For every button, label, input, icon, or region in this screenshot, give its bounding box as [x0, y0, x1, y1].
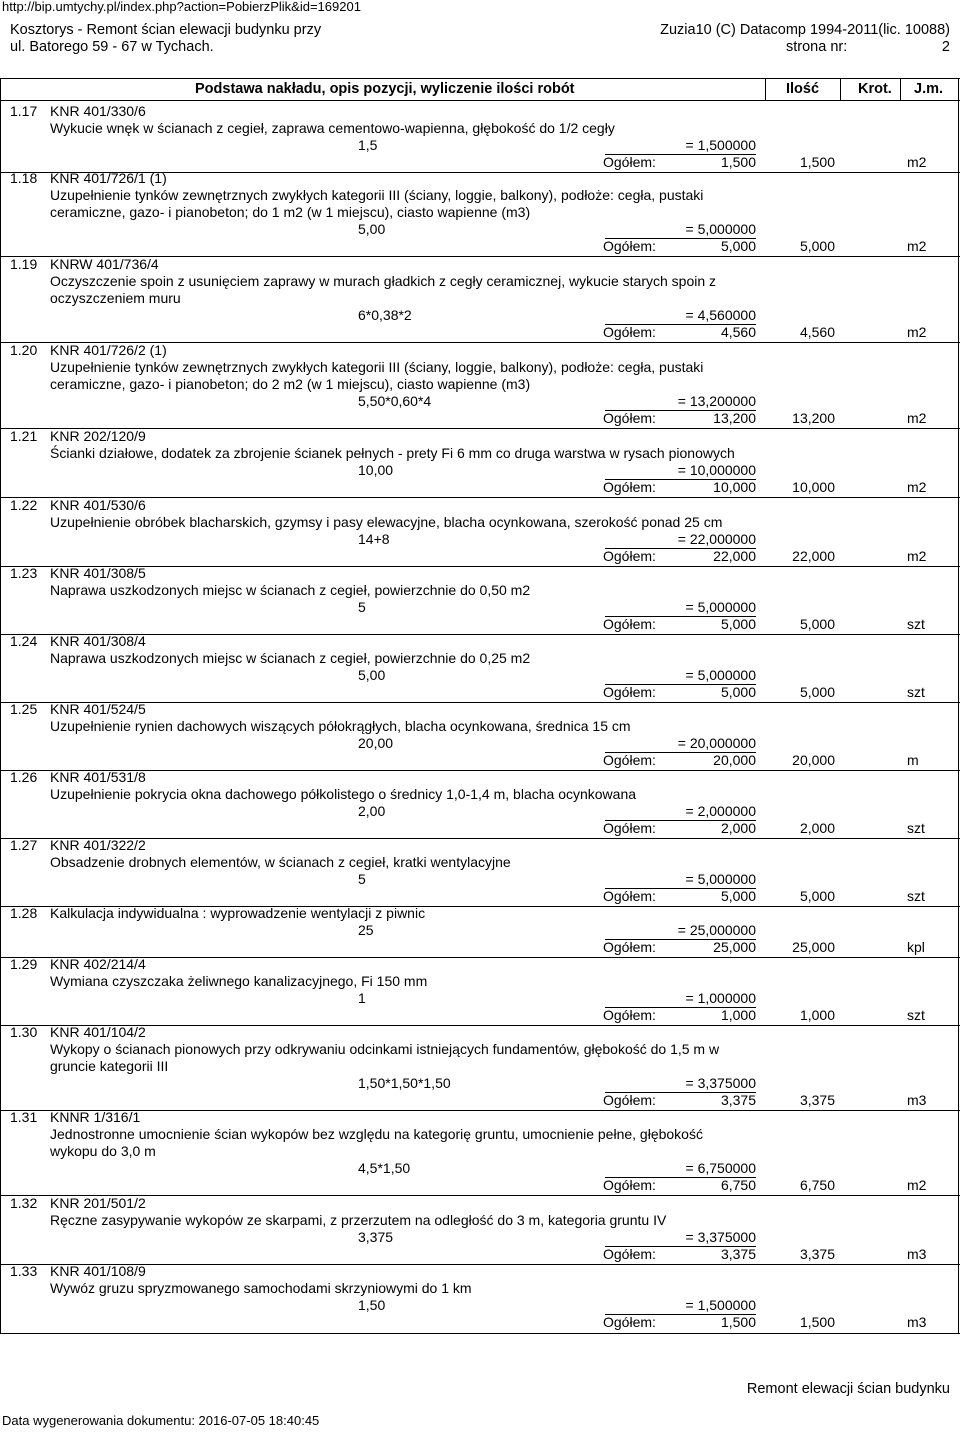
item-quantity: 6,750: [799, 1177, 835, 1193]
total-label: Ogółem:: [603, 238, 656, 254]
item-total: 3,375: [720, 1092, 756, 1108]
item-basis: KNR 201/501/2: [50, 1195, 146, 1211]
item-quantity: 3,375: [799, 1246, 835, 1262]
total-label: Ogółem:: [603, 410, 656, 426]
item-basis: KNR 401/524/5: [50, 701, 146, 717]
software-info: Zuzia10 (C) Datacomp 1994-2011(lic. 10088): [660, 22, 950, 38]
footer-title: Remont elewacji ścian budynku: [746, 1381, 950, 1397]
column-divider: [900, 78, 901, 101]
item-total: 25,000: [713, 939, 756, 955]
item-number: 1.21: [10, 428, 38, 444]
item-quantity: 25,000: [792, 939, 835, 955]
item-total: 1,500: [720, 1314, 756, 1330]
total-label: Ogółem:: [603, 939, 656, 955]
item-expression: 5: [358, 871, 366, 887]
total-label: Ogółem:: [603, 548, 656, 564]
item-quantity: 20,000: [792, 752, 835, 768]
total-label: Ogółem:: [603, 1007, 656, 1023]
item-basis: KNR 401/726/2 (1): [50, 342, 167, 358]
item-quantity: 5,000: [799, 616, 835, 632]
document-title: Kosztorys - Remont ścian elewacji budynku przy: [10, 22, 322, 38]
item-unit: m3: [907, 1092, 927, 1108]
item-basis: KNR 401/726/1 (1): [50, 170, 167, 186]
item-expression: 4,5*1,50: [358, 1160, 411, 1176]
header-description: Podstawa nakładu, opis pozycji, wyliczenie ilości robót: [195, 81, 575, 97]
total-label: Ogółem:: [603, 1177, 656, 1193]
item-number: 1.18: [10, 170, 38, 186]
item-total: 5,000: [720, 238, 756, 254]
table-top-border: [0, 78, 960, 79]
item-unit: m: [907, 752, 919, 768]
item-description: Ręczne zasypywanie wykopów ze skarpami, z przerzutem na odległość do 3 m, kategoria gruntu IV: [50, 1212, 667, 1228]
item-total: 10,000: [713, 479, 756, 495]
item-total: 1,500: [720, 154, 756, 170]
item-unit: m3: [907, 1314, 927, 1330]
item-result: = 4,560000: [685, 307, 756, 323]
item-number: 1.19: [10, 256, 38, 272]
total-label: Ogółem:: [603, 1314, 656, 1330]
item-basis: KNRW 401/736/4: [50, 256, 159, 272]
item-expression: 25: [358, 922, 374, 938]
item-total: 13,200: [713, 410, 756, 426]
item-quantity: 1,000: [799, 1007, 835, 1023]
header-quantity: Ilość: [786, 81, 820, 97]
table-right-border: [958, 78, 959, 1334]
item-unit: m2: [907, 548, 927, 564]
total-label: Ogółem:: [603, 616, 656, 632]
item-unit: szt: [907, 684, 925, 700]
item-number: 1.25: [10, 701, 38, 717]
total-label: Ogółem:: [603, 888, 656, 904]
item-number: 1.32: [10, 1195, 38, 1211]
header-unit: J.m.: [914, 81, 944, 97]
total-label: Ogółem:: [603, 324, 656, 340]
item-quantity: 5,000: [799, 888, 835, 904]
item-quantity: 4,560: [799, 324, 835, 340]
item-expression: 1: [358, 990, 366, 1006]
item-description: Uzupełnienie obróbek blacharskich, gzymsy i pasy elewacyjne, blacha ocynkowana, szerokość ponad 25 cm: [50, 514, 723, 530]
item-description: Wykucie wnęk w ścianach z cegieł, zaprawa cementowo-wapienna, głębokość do 1/2 cegły: [50, 120, 615, 136]
item-basis: KNR 401/308/5: [50, 565, 146, 581]
item-description: Uzupełnienie tynków zewnętrznych zwykłych kategorii III (ściany, loggie, balkony), podłoże: cegła, pustaki ceramiczne, gazo- i pianobeton; do 2 m2 (w 1 miejscu), ciasto wapienne (m3): [50, 359, 704, 392]
item-expression: 1,5: [358, 137, 378, 153]
item-description: Uzupełnienie rynien dachowych wiszących półokrągłych, blacha ocynkowana, średnica 15 cm: [50, 718, 631, 734]
item-result: = 3,375000: [685, 1075, 756, 1091]
item-expression: 1,50: [358, 1297, 386, 1313]
item-basis: KNR 401/530/6: [50, 497, 146, 513]
table-left-border: [0, 78, 1, 1334]
total-label: Ogółem:: [603, 479, 656, 495]
total-label: Ogółem:: [603, 1246, 656, 1262]
item-number: 1.30: [10, 1024, 38, 1040]
item-expression: 2,00: [358, 803, 386, 819]
column-divider: [840, 78, 841, 101]
item-result: = 1,000000: [685, 990, 756, 1006]
item-number: 1.26: [10, 769, 38, 785]
item-quantity: 10,000: [792, 479, 835, 495]
item-expression: 1,50*1,50*1,50: [358, 1075, 451, 1091]
item-description: Uzupełnienie tynków zewnętrznych zwykłych kategorii III (ściany, loggie, balkony), podłoże: cegła, pustaki ceramiczne, gazo- i pianobeton; do 1 m2 (w 1 miejscu), ciasto wapienne (m3): [50, 187, 704, 220]
browser-url: http://bip.umtychy.pl/index.php?action=PobierzPlik&id=169201: [2, 0, 361, 14]
item-expression: 5,00: [358, 221, 386, 237]
total-label: Ogółem:: [603, 752, 656, 768]
item-total: 5,000: [720, 616, 756, 632]
item-expression: 5,50*0,60*4: [358, 393, 432, 409]
item-quantity: 5,000: [799, 238, 835, 254]
item-result: = 10,000000: [677, 462, 756, 478]
item-expression: 5: [358, 599, 366, 615]
item-quantity: 13,200: [792, 410, 835, 426]
item-result: = 5,000000: [685, 221, 756, 237]
item-result: = 22,000000: [677, 531, 756, 547]
item-total: 20,000: [713, 752, 756, 768]
item-result: = 1,500000: [685, 1297, 756, 1313]
item-result: = 5,000000: [685, 667, 756, 683]
item-expression: 10,00: [358, 462, 394, 478]
item-total: 3,375: [720, 1246, 756, 1262]
item-result: = 3,375000: [685, 1229, 756, 1245]
item-unit: m2: [907, 238, 927, 254]
item-unit: m2: [907, 154, 927, 170]
total-label: Ogółem:: [603, 684, 656, 700]
item-description: Ścianki działowe, dodatek za zbrojenie ścianek pełnych - prety Fi 6 mm co druga warstwa w rysach pionowych: [50, 445, 735, 461]
item-basis: KNR 401/308/4: [50, 633, 146, 649]
item-result: = 5,000000: [685, 599, 756, 615]
item-unit: m2: [907, 324, 927, 340]
item-description: Oczyszczenie spoin z usunięciem zaprawy w murach gładkich z cegły ceramicznej, wykucie starych spoin z oczyszczeniem muru: [50, 273, 717, 306]
item-result: = 13,200000: [677, 393, 756, 409]
item-expression: 14+8: [358, 531, 390, 547]
item-result: = 1,500000: [685, 137, 756, 153]
item-total: 1,000: [720, 1007, 756, 1023]
item-number: 1.27: [10, 837, 38, 853]
item-basis: KNR 202/120/9: [50, 428, 146, 444]
item-basis: KNR 402/214/4: [50, 956, 146, 972]
item-description: Wykopy o ścianach pionowych przy odkrywaniu odcinkami istniejących fundamentów, głębokość do 1,5 m w gruncie kategorii III: [50, 1041, 720, 1074]
item-unit: m2: [907, 1177, 927, 1193]
item-unit: szt: [907, 820, 925, 836]
item-number: 1.24: [10, 633, 38, 649]
item-result: = 20,000000: [677, 735, 756, 751]
item-description: Kalkulacja indywidualna : wyprowadzenie wentylacji z piwnic: [50, 905, 426, 921]
page-label: strona nr:: [786, 39, 848, 55]
item-total: 6,750: [720, 1177, 756, 1193]
item-description: Jednostronne umocnienie ścian wykopów bez względu na kategorię gruntu, umocnienie pełne, głębokość wykopu do 3,0 m: [50, 1126, 703, 1159]
item-unit: kpl: [907, 939, 925, 955]
item-number: 1.31: [10, 1109, 38, 1125]
item-result: = 25,000000: [677, 922, 756, 938]
item-basis: KNNR 1/316/1: [50, 1109, 141, 1125]
page-number: 2: [941, 39, 950, 55]
item-total: 4,560: [720, 324, 756, 340]
item-basis: KNR 401/531/8: [50, 769, 146, 785]
item-quantity: 1,500: [799, 154, 835, 170]
item-description: Obsadzenie drobnych elementów, w ścianach z cegieł, kratki wentylacyjne: [50, 854, 511, 870]
item-result: = 5,000000: [685, 871, 756, 887]
item-quantity: 2,000: [799, 820, 835, 836]
item-number: 1.20: [10, 342, 38, 358]
item-basis: KNR 401/322/2: [50, 837, 146, 853]
item-basis: KNR 401/108/9: [50, 1263, 146, 1279]
generation-date: Data wygenerowania dokumentu: 2016-07-05 18:40:45: [2, 1413, 320, 1428]
column-divider: [765, 78, 766, 101]
table-header: [0, 79, 960, 101]
item-basis: KNR 401/330/6: [50, 103, 146, 119]
item-expression: 3,375: [358, 1229, 394, 1245]
item-total: 5,000: [720, 888, 756, 904]
table-bottom-border: [0, 1333, 960, 1334]
item-number: 1.22: [10, 497, 38, 513]
item-number: 1.28: [10, 905, 38, 921]
item-unit: szt: [907, 888, 925, 904]
item-description: Wywóz gruzu spryzmowanego samochodami skrzyniowymi do 1 km: [50, 1280, 472, 1296]
item-description: Naprawa uszkodzonych miejsc w ścianach z cegieł, powierzchnie do 0,25 m2: [50, 650, 531, 666]
item-basis: KNR 401/104/2: [50, 1024, 146, 1040]
item-unit: szt: [907, 1007, 925, 1023]
total-label: Ogółem:: [603, 1092, 656, 1108]
item-number: 1.33: [10, 1263, 38, 1279]
item-result: = 6,750000: [685, 1160, 756, 1176]
document-address: ul. Batorego 59 - 67 w Tychach.: [10, 39, 214, 55]
item-quantity: 3,375: [799, 1092, 835, 1108]
table-header-border: [0, 100, 960, 101]
item-expression: 5,00: [358, 667, 386, 683]
item-description: Wymiana czyszczaka żeliwnego kanalizacyjnego, Fi 150 mm: [50, 973, 428, 989]
item-unit: szt: [907, 616, 925, 632]
item-unit: m3: [907, 1246, 927, 1262]
item-quantity: 5,000: [799, 684, 835, 700]
item-description: Naprawa uszkodzonych miejsc w ścianach z cegieł, powierzchnie do 0,50 m2: [50, 582, 531, 598]
total-label: Ogółem:: [603, 154, 656, 170]
item-number: 1.23: [10, 565, 38, 581]
item-result: = 2,000000: [685, 803, 756, 819]
header-multiplier: Krot.: [858, 81, 892, 97]
item-expression: 20,00: [358, 735, 394, 751]
item-unit: m2: [907, 479, 927, 495]
item-expression: 6*0,38*2: [358, 307, 412, 323]
item-quantity: 22,000: [792, 548, 835, 564]
item-total: 22,000: [713, 548, 756, 564]
item-number: 1.29: [10, 956, 38, 972]
item-total: 2,000: [720, 820, 756, 836]
item-quantity: 1,500: [799, 1314, 835, 1330]
total-label: Ogółem:: [603, 820, 656, 836]
item-number: 1.17: [10, 103, 38, 119]
item-total: 5,000: [720, 684, 756, 700]
item-description: Uzupełnienie pokrycia okna dachowego półkolistego o średnicy 1,0-1,4 m, blacha ocynkowana: [50, 786, 637, 802]
item-unit: m2: [907, 410, 927, 426]
